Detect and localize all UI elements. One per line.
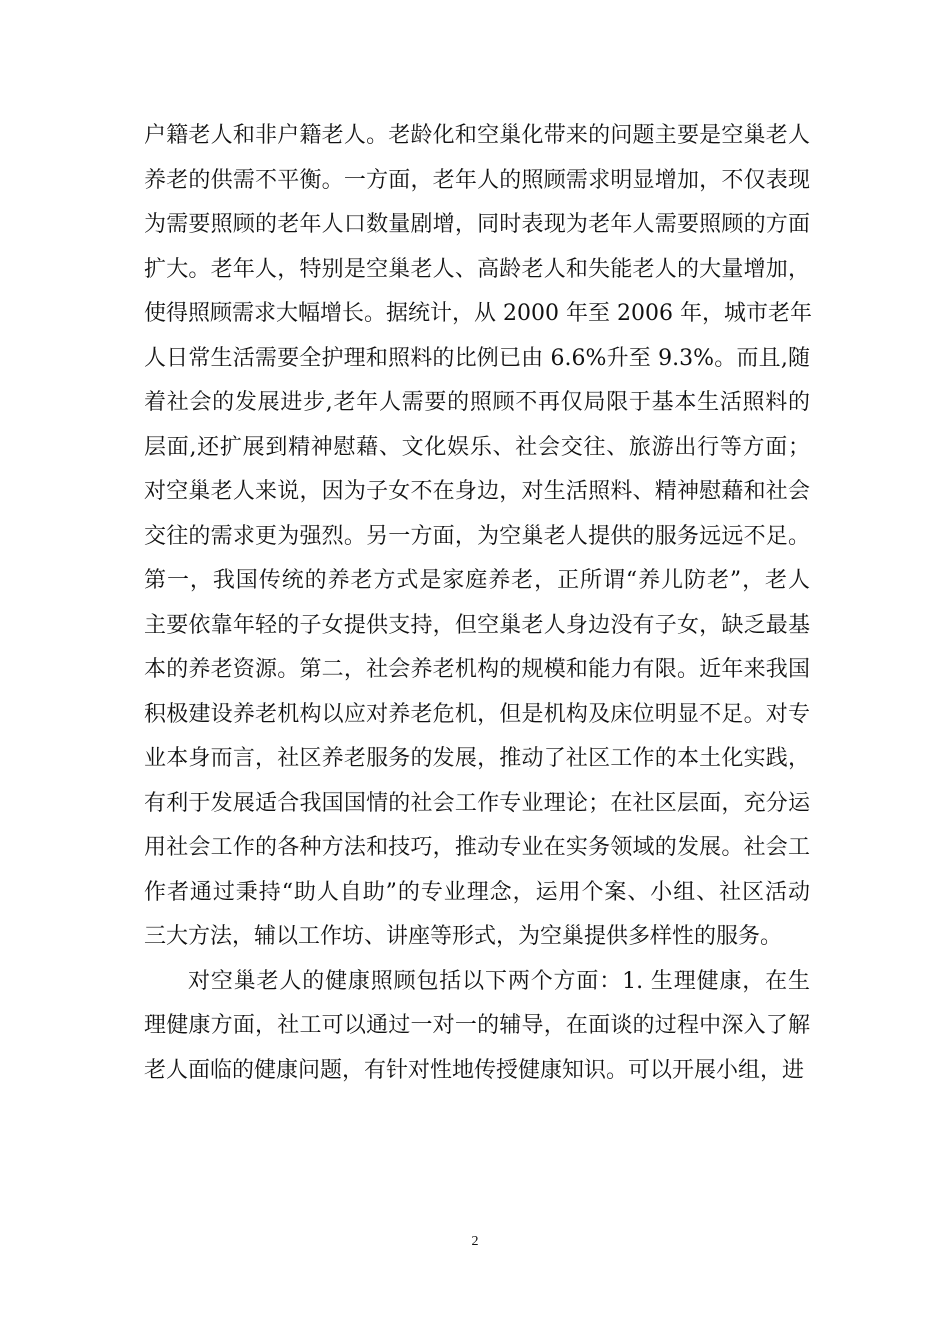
text-line: 三大方法，辅以工作坊、讲座等形式，为空巢提供多样性的服务。	[144, 924, 783, 949]
paragraph	[144, 960, 810, 1094]
text-line: 第一，我国传统的养老方式是家庭养老，正所谓“养儿防老”，老人	[144, 568, 810, 593]
text-line: 用社会工作的各种方法和技巧，推动专业在实务领域的发展。社会工	[144, 835, 810, 860]
text-line: 户籍老人和非户籍老人。老龄化和空巢化带来的问题主要是空巢老人	[144, 123, 810, 148]
text-line: 养老的供需不平衡。一方面，老年人的照顾需求明显增加，不仅表现	[144, 167, 810, 193]
paragraph	[144, 114, 810, 960]
text-line: 业本身而言，社区养老服务的发展，推动了社区工作的本土化实践，	[144, 746, 810, 771]
text-line: 本的养老资源。第二，社会养老机构的规模和能力有限。近年来我国	[144, 657, 810, 682]
text-line: 对空巢老人来说，因为子女不在身边，对生活照料、精神慰藉和社会	[144, 479, 810, 504]
text-line: 老人面临的健康问题，有针对性地传授健康知识。可以开展小组，进	[144, 1057, 805, 1083]
text-line: 有利于发展适合我国国情的社会工作专业理论；在社区层面，充分运	[144, 790, 810, 816]
text-line: 作者通过秉持“助人自助”的专业理念，运用个案、小组、社区活动	[144, 879, 810, 905]
text-line: 层面,还扩展到精神慰藉、文化娱乐、社会交往、旅游出行等方面；	[144, 434, 810, 460]
text-line: 交往的需求更为强烈。另一方面，为空巢老人提供的服务远远不足。	[144, 523, 810, 549]
text-line: 着社会的发展进步,老年人需要的照顾不再仅局限于基本生活照料的	[144, 390, 810, 415]
text-line: 对空巢老人的健康照顾包括以下两个方面：1. 生理健康，在生	[188, 968, 810, 994]
page-number: 2	[471, 1234, 479, 1249]
text-line: 理健康方面，社工可以通过一对一的辅导，在面谈的过程中深入了解	[144, 1013, 810, 1038]
text-line: 扩大。老年人，特别是空巢老人、高龄老人和失能老人的大量增加，	[144, 256, 810, 282]
text-line: 为需要照顾的老年人口数量剧增，同时表现为老年人需要照顾的方面	[144, 212, 810, 237]
text-line: 主要依靠年轻的子女提供支持，但空巢老人身边没有子女，缺乏最基	[144, 612, 810, 638]
text-line: 人日常生活需要全护理和照料的比例已由 6.6%升至 9.3%。而且,随	[144, 345, 810, 371]
body-text	[144, 114, 810, 1093]
text-line: 使得照顾需求大幅增长。据统计，从 2000 年至 2006 年，城市老年	[144, 301, 812, 326]
text-line: 积极建设养老机构以应对养老危机，但是机构及床位明显不足。对专	[144, 701, 810, 727]
